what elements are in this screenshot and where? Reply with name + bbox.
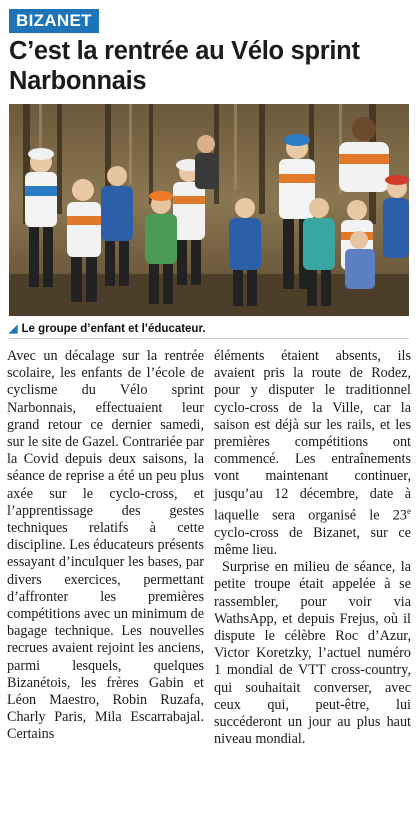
- article-headline: C’est la rentrée au Vélo sprint Narbonnais: [9, 37, 360, 95]
- caption-text: Le groupe d’enfant et l’éducateur.: [21, 323, 206, 335]
- ordinal-superscript: e: [407, 505, 411, 516]
- paragraph-2-part-a: éléments étaient absents, ils avaient pris la route de Rodez, pour y disputer le traditionnel cyclo-cross de la Ville, car la saison est déjà sur les rails, et les premières compétitions ont commencé. Les entraînements vont maintenant continuer, jusqu’au 12 décembre, date à laquelle sera organisé le 23: [214, 348, 411, 524]
- article-body: [7, 348, 411, 826]
- article-column-2: [214, 348, 411, 826]
- paragraph-2-part-b: cyclo-cross de Bizanet, sur ce même lieu.: [214, 524, 411, 558]
- caption-divider: [9, 338, 409, 339]
- caption-triangle-icon: ◢: [9, 323, 18, 335]
- paragraph-2: [214, 348, 411, 559]
- paragraph-3: Surprise en milieu de séance, la petite troupe était appelée à se rassembler, pour voir via WathsApp, et depuis Frejus, où il dispute le célèbre Roc d’Azur, Victor Koretzky, l’actuel numéro 1 mondial de VTT cross-country, qui souhaitait converser, avec ceux qui, peut-être, lui succéderont un jour au plus haut niveau mondial.: [214, 559, 411, 748]
- group-photo: [9, 104, 409, 316]
- section-kicker: BIZANET: [9, 9, 99, 33]
- photo-caption: [9, 322, 206, 335]
- paragraph-1: Avec un décalage sur la rentrée scolaire, les enfants de l’école de cyclisme du Vélo sprint Narbonnais, effectuaient leur grand retour ce dernier samedi, sur le site de Gazel. Contrariée par la Covid depuis deux saisons, la séance de reprise a été un peu plus axée sur le cyclo-cross, et l’apprentissage des gestes techniques relatifs à cette discipline. Les éducateurs présents essayant d’inculquer les bases, par divers exercices, permettant d’affronter les premières compétitions avec un minimum de bagage technique. Les nouvelles recrues avaient rejoint les anciens, parmi lesquels, quelques Bizanétois, les frères Gabin et Léon Maestro, Robin Ruzafa, Charly Paris, Mila Escarrabajal. Certains: [7, 348, 204, 743]
- article-column-1: [7, 348, 204, 826]
